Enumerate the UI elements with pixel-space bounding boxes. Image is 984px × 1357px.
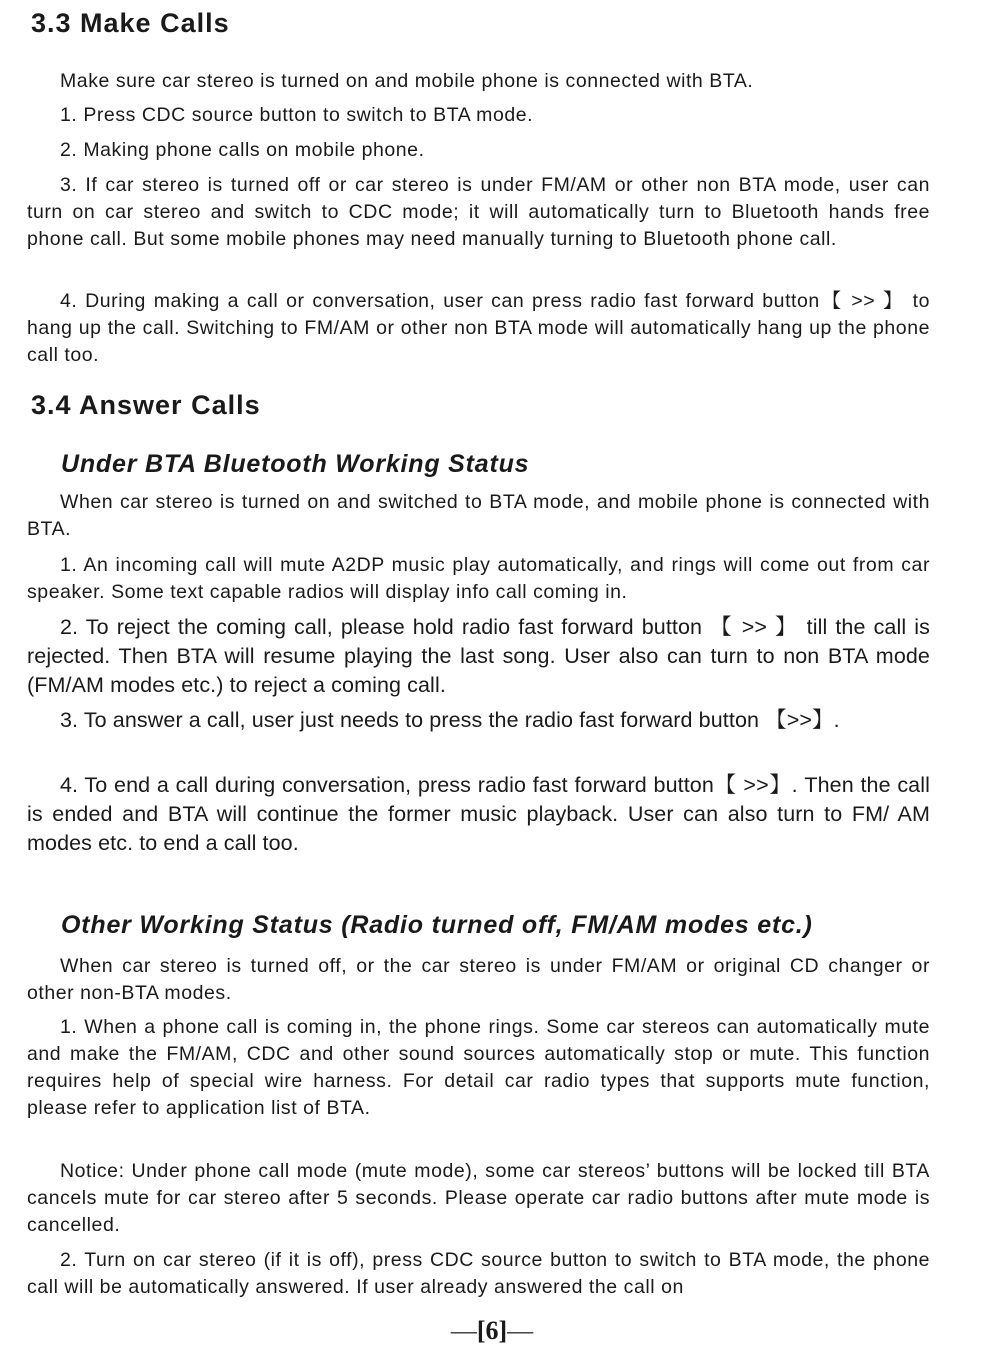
make-calls-step-1: 1. Press CDC source button to switch to BTA mode. bbox=[60, 104, 534, 126]
make-calls-step-4: 4. During making a call or conversation, user can press radio fast forward button【 >> 】 to hang up the call. Switching to FM/AM or other non BTA mode will automatically hang up the phone call too. bbox=[27, 290, 930, 366]
make-calls-step-3: 3. If car stereo is turned off or car stereo is under FM/AM or other non BTA mode, user can turn on car stereo and switch to CDC mode; it will automatically turn to Bluetooth hands free phone call. But some mobile phones may need manually turning to Bluetooth phone call. bbox=[27, 174, 930, 250]
bta-status-intro: When car stereo is turned on and switched to BTA mode, and mobile phone is connected with BTA. bbox=[27, 491, 930, 540]
page-footer bbox=[0, 1316, 984, 1346]
section-title-answer-calls: 3.4 Answer Calls bbox=[31, 390, 261, 420]
bta-status-step-2: 2. To reject the coming call, please hold radio fast forward button 【 >> 】 till the call is rejected. Then BTA will resume playing the last song. User also can turn to non BTA mode (FM/AM modes etc.) to reject a coming call. bbox=[27, 615, 930, 697]
bta-status-step-1: 1. An incoming call will mute A2DP music play automatically, and rings will come out from car speaker. Some text capable radios will display info call coming in. bbox=[27, 554, 930, 603]
make-calls-intro: Make sure car stereo is turned on and mobile phone is connected with BTA. bbox=[60, 70, 754, 92]
other-status-step-2: 2. Turn on car stereo (if it is off), press CDC source button to switch to BTA mode, the phone call will be automatically answered. If user already answered the call on bbox=[27, 1249, 930, 1298]
bta-status-step-3: 3. To answer a call, user just needs to press the radio fast forward button 【>>】. bbox=[60, 708, 840, 732]
other-status-notice: Notice: Under phone call mode (mute mode), some car stereos’ buttons will be locked till BTA cancels mute for car stereo after 5 seconds. Please operate car radio buttons after mute mode is cancelled. bbox=[27, 1160, 930, 1236]
bta-status-step-4: 4. To end a call during conversation, press radio fast forward button【 >>】. Then the call is ended and BTA will continue the former music playback. User can also turn to FM/ AM modes etc. to end a call too. bbox=[27, 773, 930, 855]
page-number: [6] bbox=[476, 1316, 508, 1345]
footer-dash-left: — bbox=[450, 1316, 477, 1345]
section-title-make-calls: 3.3 Make Calls bbox=[31, 8, 230, 38]
footer-dash-right: — bbox=[507, 1316, 534, 1345]
subsection-title-other-status: Other Working Status (Radio turned off, FM/AM modes etc.) bbox=[61, 911, 813, 939]
subsection-title-bta-status: Under BTA Bluetooth Working Status bbox=[61, 450, 530, 478]
make-calls-step-2: 2. Making phone calls on mobile phone. bbox=[60, 139, 425, 161]
other-status-intro: When car stereo is turned off, or the car stereo is under FM/AM or original CD changer or other non-BTA modes. bbox=[27, 955, 930, 1004]
other-status-step-1: 1. When a phone call is coming in, the phone rings. Some car stereos can automatically mute and make the FM/AM, CDC and other sound sources automatically stop or mute. This function requires help of special wire harness. For detail car radio types that supports mute function, please refer to application list of BTA. bbox=[27, 1016, 930, 1119]
